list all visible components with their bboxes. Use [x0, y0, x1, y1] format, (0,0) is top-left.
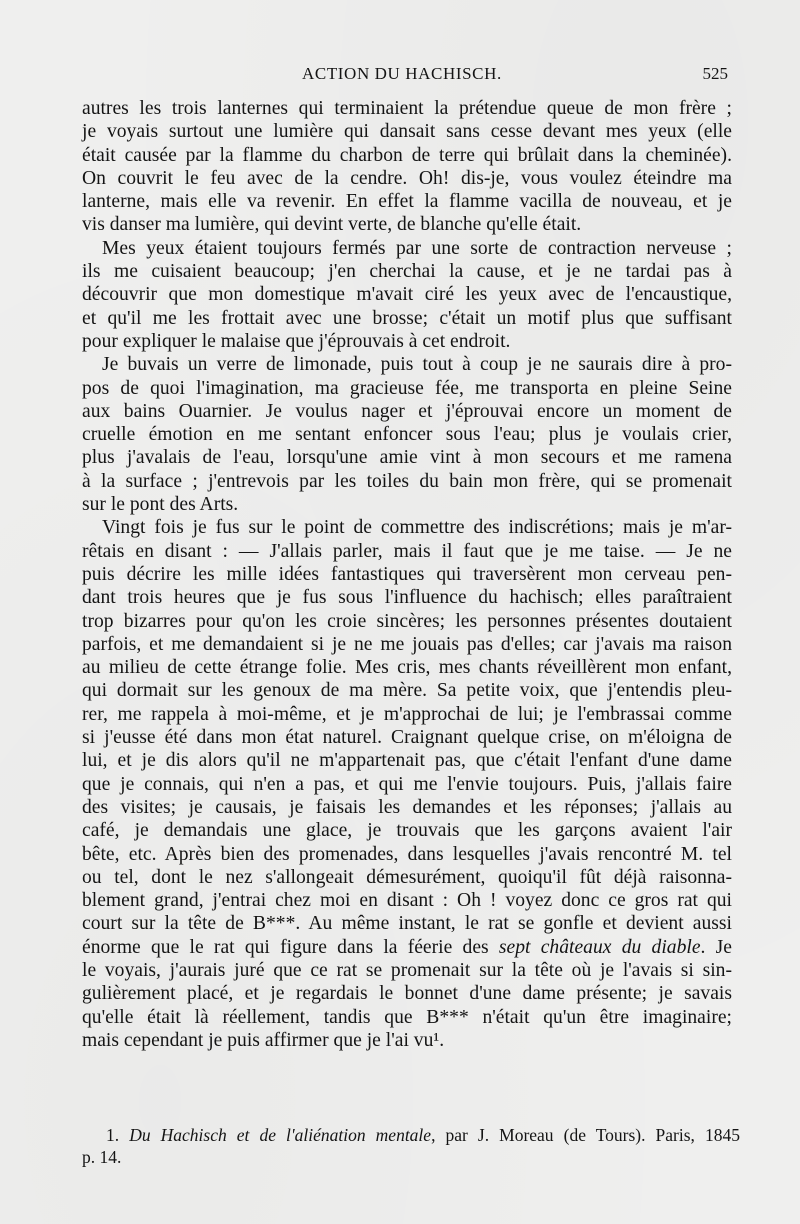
- text-line: ou tel, dont le nez s'allongeait démesurément, quoiqu'il fût déjà raisonna-: [82, 866, 732, 888]
- running-title: ACTION DU HACHISCH.: [302, 64, 502, 83]
- text-line: qui dormait sur les genoux de ma mère. Sa petite voix, que j'entendis pleu-: [82, 680, 732, 702]
- text-line: des visites; je causais, je faisais les demandes et les réponses; j'allais au: [82, 796, 732, 818]
- text-line: au milieu de cette étrange folie. Mes cris, mes chants réveillèrent mon enfant,: [82, 657, 732, 679]
- footnote-line: [82, 1124, 740, 1146]
- text-line: sur le pont des Arts.: [82, 494, 239, 516]
- text-line: et qu'il me les frottait avec une brosse; c'était un motif plus que suffisant: [82, 307, 732, 329]
- text-line: Vingt fois je fus sur le point de commettre des indiscrétions; mais je m'ar-: [102, 517, 732, 539]
- text-line: qu'elle était là réellement, tandis que B*** n'était qu'un être imaginaire;: [82, 1006, 732, 1028]
- body-text: [82, 97, 732, 1052]
- page-number: 525: [702, 64, 728, 83]
- text-line: rêtais en disant : — J'allais parler, mais il faut que je me taise. — Je ne: [82, 540, 732, 562]
- text-line: trop bizarres pour qu'on les croie sincères; les personnes présentes doutaient: [82, 610, 732, 632]
- text-line: Mes yeux étaient toujours fermés par une sorte de contraction nerveuse ;: [102, 237, 732, 259]
- text-line: ils me cuisaient beaucoup; j'en cherchai la cause, et je ne tardai pas à: [82, 261, 732, 283]
- text-line: blement grand, j'entrai chez moi en disant : Oh ! voyez donc ce gros rat qui: [82, 890, 732, 912]
- footnote-title: Du Hachisch et de l'aliénation mentale: [129, 1125, 432, 1145]
- text-line: à la surface ; j'entrevois par les toiles du bain mon frère, qui se promenait: [82, 470, 732, 492]
- text-line: café, je demandais une glace, je trouvais que les garçons avaient l'air: [82, 820, 732, 842]
- text-line: aux bains Ouarnier. Je voulus nager et j'éprouvai encore un moment de: [82, 400, 732, 422]
- text-line: le voyais, j'aurais juré que ce rat se promenait sur la tête où je l'avais si sin-: [82, 959, 732, 981]
- text-line: était causée par la flamme du charbon de terre qui brûlait dans la cheminée).: [82, 144, 732, 166]
- text-line: lanterne, mais elle va revenir. En effet la flamme vacilla de nouveau, et je: [82, 191, 732, 213]
- italic-title: sept châteaux du diable: [498, 936, 701, 958]
- text-line: découvrir que mon domestique m'avait ciré les yeux avec de l'encaustique,: [82, 284, 732, 306]
- text-line: court sur la tête de B***. Au même instant, le rat se gonfle et devient aussi: [82, 913, 732, 935]
- text-line: vis danser ma lumière, qui devint verte, de blanche qu'elle était.: [82, 214, 582, 236]
- running-header: [82, 64, 728, 88]
- footnote-number: 1.: [106, 1125, 120, 1145]
- text-line: rer, me rappela à moi-même, et je m'approchai de lui; je l'embrassai comme: [82, 703, 732, 725]
- footnote-page: p. 14.: [82, 1147, 122, 1167]
- text-segment: . Je: [700, 936, 732, 958]
- text-line: autres les trois lanternes qui terminaient la prétendue queue de mon frère ;: [82, 98, 732, 119]
- text-line: cruelle émotion en me sentant enfoncer sous l'eau; plus je voulais crier,: [82, 424, 732, 446]
- text-segment: énorme que le rat qui figure dans la féerie des: [82, 936, 489, 958]
- text-line: puis décrire les mille idées fantastiques qui traversèrent mon cerveau pen-: [82, 563, 732, 585]
- footnote-text: , par J. Moreau (de Tours). Paris, 1845: [431, 1125, 740, 1145]
- text-line: je voyais surtout une lumière qui dansait sans cesse devant mes yeux (elle: [82, 121, 732, 143]
- text-line: mais cependant je puis affirmer que je l'ai vu¹.: [82, 1029, 445, 1051]
- text-line: gulièrement placé, et je regardais le bonnet d'une dame présente; je savais: [82, 983, 732, 1005]
- text-line: Je buvais un verre de limonade, puis tout à coup je ne saurais dire à pro-: [102, 354, 732, 376]
- text-line: lui, et je dis alors qu'il ne m'appartenait pas, que c'était l'enfant d'une dame: [82, 750, 732, 772]
- footnote: [82, 1124, 740, 1168]
- text-line: On couvrit le feu avec de la cendre. Oh! dis-je, vous voulez éteindre ma: [82, 167, 732, 189]
- text-line: que je connais, qui n'en a pas, et qui me l'envie toujours. Puis, j'allais faire: [82, 773, 732, 795]
- text-line: plus j'avalais de l'eau, lorsqu'une amie vint à mon secours et me ramena: [82, 447, 732, 469]
- text-line: pour expliquer le malaise que j'éprouvais à cet endroit.: [82, 330, 511, 352]
- text-line: bête, etc. Après bien des promenades, dans lesquelles j'avais rencontré M. tel: [82, 843, 732, 865]
- text-line: parfois, et me demandaient si je ne me jouais pas d'elles; car j'avais ma raison: [82, 633, 732, 655]
- text-line: si j'eusse été dans mon état naturel. Craignant quelque crise, on m'éloigna de: [82, 727, 732, 749]
- text-line: dant trois heures que je fus sous l'influence du hachisch; elles paraîtraient: [82, 587, 732, 609]
- text-line-with-italic: [82, 936, 732, 959]
- text-line: pos de quoi l'imagination, ma gracieuse fée, me transporta en pleine Seine: [82, 377, 732, 399]
